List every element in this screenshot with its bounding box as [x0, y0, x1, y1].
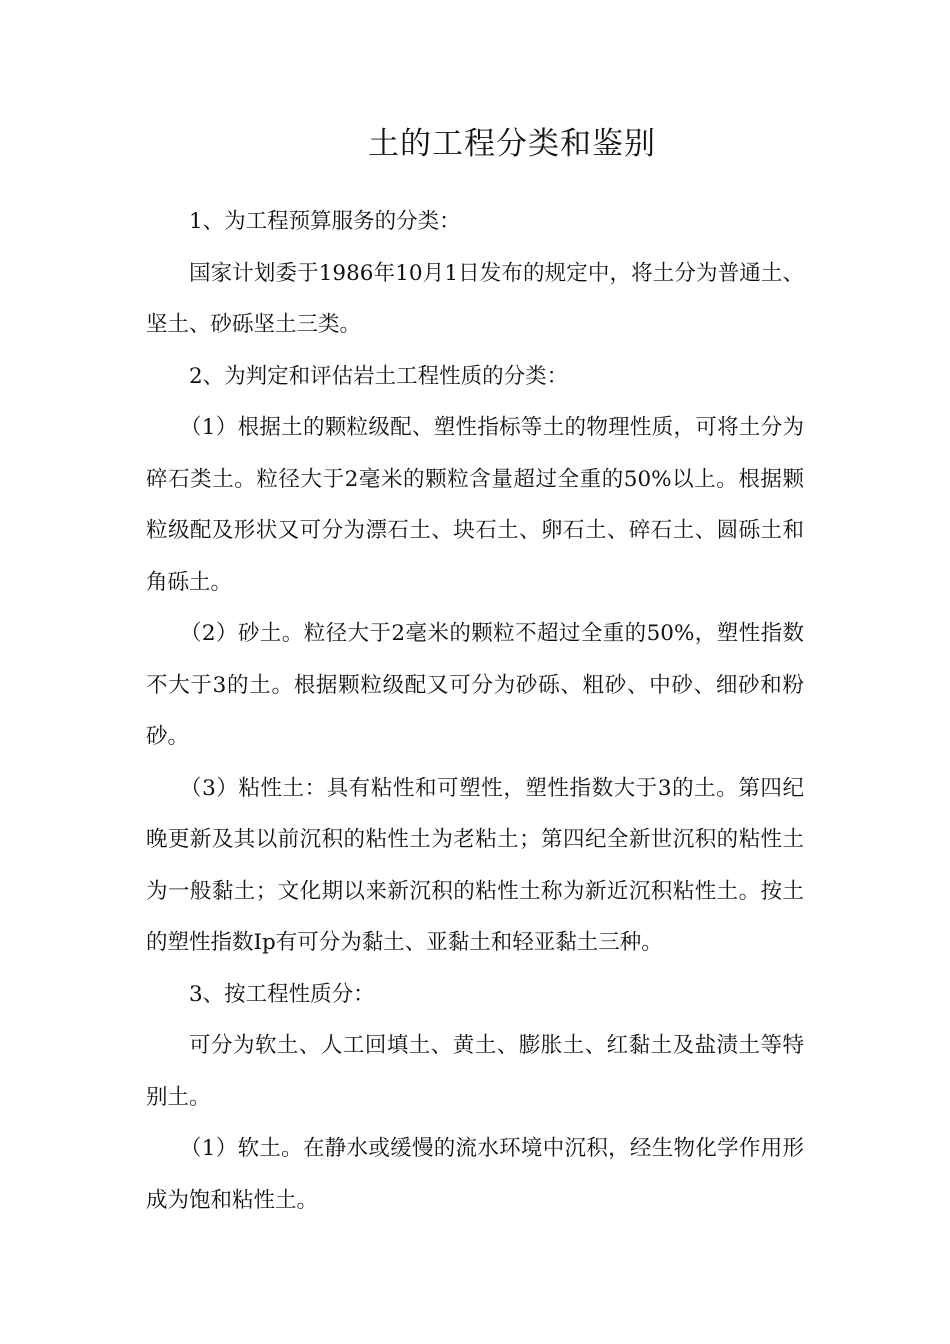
paragraph-section-2-heading: 2、为判定和评估岩土工程性质的分类： [189, 363, 569, 389]
paragraph-section-3-heading: 3、按工程性质分： [189, 981, 375, 1007]
paragraph-budget-classification: 国家计划委于1986年10月1日发布的规定中，将土分为普通土、坚土、砂砾坚土三类。 [146, 260, 804, 337]
paragraph-sandy-soil: （2）砂土。粒径大于2毫米的颗粒不超过全重的50%，塑性指数不大于3的土。根据颗粒级配又可分为砂砾、粗砂、中砂、细砂和粉砂。 [146, 621, 804, 749]
paragraph-soft-soil: （1）软土。在静水或缓慢的流水环境中沉积，经生物化学作用形成为饱和粘性土。 [146, 1136, 804, 1213]
paragraph-section-1-heading: 1、为工程预算服务的分类： [189, 209, 461, 234]
paragraph-gravel-soil: （1）根据土的颗粒级配、塑性指标等土的物理性质，可将土分为碎石类土。粒径大于2毫米的颗粒含量超过全重的50%以上。根据颗粒级配及形状又可分为漂石土、块石土、卵石土、碎石土、圆砾土和角砾土。 [146, 415, 804, 595]
paragraph-special-soils: 可分为软土、人工回填土、黄土、膨胀土、红黏土及盐渍土等特别土。 [146, 1033, 804, 1110]
paragraph-cohesive-soil: （3）粘性土：具有粘性和可塑性，塑性指数大于3的土。第四纪晚更新及其以前沉积的粘性土为老粘土；第四纪全新世沉积的粘性土为一般黏土；文化期以来新沉积的粘性土称为新近沉积粘性土。按土的塑性指数Ip有可分为黏土、亚黏土和轻亚黏土三种。 [146, 775, 804, 955]
document-title: 土的工程分类和鉴别 [368, 126, 656, 162]
